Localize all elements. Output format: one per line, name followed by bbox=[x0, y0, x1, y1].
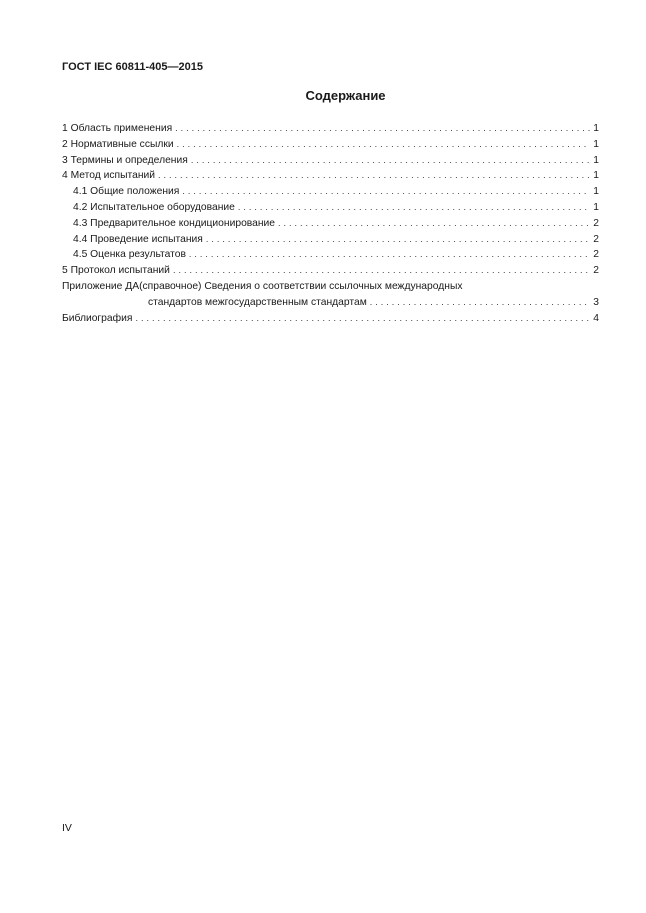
page-title: Содержание bbox=[305, 88, 386, 103]
toc-entry-page: 2 bbox=[593, 249, 599, 261]
toc-entry-label: 4.1 Общие положения bbox=[73, 186, 180, 198]
toc-entry-scope[interactable] bbox=[62, 121, 599, 137]
dot-leader bbox=[182, 184, 590, 200]
toc-entry-page: 3 bbox=[593, 296, 599, 308]
dot-leader bbox=[135, 311, 590, 327]
toc-entry-page: 1 bbox=[593, 138, 599, 150]
toc-entry-label: 4.2 Испытательное оборудование bbox=[73, 201, 235, 213]
dot-leader bbox=[175, 121, 590, 137]
toc-entry-page: 1 bbox=[593, 123, 599, 134]
toc-entry-label: 4 Метод испытаний bbox=[62, 170, 156, 182]
toc-entry-test-method[interactable] bbox=[62, 168, 599, 184]
dot-leader bbox=[173, 263, 590, 279]
toc-entry-label: 4.5 Оценка результатов bbox=[73, 249, 186, 261]
dot-leader bbox=[238, 200, 590, 216]
dot-leader bbox=[206, 232, 590, 248]
toc-entry-label: 1 Область применения bbox=[62, 123, 173, 134]
toc-entry-page: 1 bbox=[593, 186, 599, 198]
toc-entry-page: 1 bbox=[593, 154, 599, 166]
toc-entry-page: 1 bbox=[593, 201, 599, 213]
toc-entry-page: 2 bbox=[593, 233, 599, 245]
toc-entry-test-procedure[interactable] bbox=[62, 232, 599, 248]
dot-leader bbox=[158, 168, 590, 184]
toc-entry-label: Библиография bbox=[62, 312, 133, 324]
toc-entry-preconditioning[interactable] bbox=[62, 216, 599, 232]
toc-entry-general[interactable] bbox=[62, 184, 599, 200]
toc-entry-test-equipment[interactable] bbox=[62, 200, 599, 216]
toc-entry-label: 3 Термины и определения bbox=[62, 154, 188, 166]
dot-leader bbox=[177, 137, 591, 153]
toc-entry-label: Приложение ДА(справочное) Сведения о соответствии ссылочных международных bbox=[62, 280, 463, 292]
toc-entry-label: стандартов межгосударственным стандартам bbox=[148, 296, 367, 308]
toc-entry-annex[interactable] bbox=[62, 279, 599, 295]
toc-entry-label: 4.3 Предварительное кондиционирование bbox=[73, 217, 276, 229]
dot-leader bbox=[370, 295, 590, 311]
dot-leader bbox=[191, 153, 590, 169]
toc-entry-test-report[interactable] bbox=[62, 263, 599, 279]
toc-entry-page: 1 bbox=[593, 170, 599, 182]
dot-leader bbox=[189, 247, 590, 263]
dot-leader bbox=[278, 216, 590, 232]
toc-entry-evaluation[interactable] bbox=[62, 247, 599, 263]
toc-entry-page: 4 bbox=[593, 312, 599, 324]
toc-entry-annex-continued[interactable] bbox=[62, 295, 599, 311]
toc-entry-page: 2 bbox=[593, 265, 599, 277]
toc-entry-label: 4.4 Проведение испытания bbox=[73, 233, 203, 245]
toc-entry-terms-definitions[interactable] bbox=[62, 153, 599, 169]
toc-entry-label: 5 Протокол испытаний bbox=[62, 265, 170, 277]
toc-entry-page: 2 bbox=[593, 217, 599, 229]
document-header: ГОСТ IEC 60811-405—2015 bbox=[62, 61, 203, 73]
toc-entry-label: 2 Нормативные ссылки bbox=[62, 138, 174, 150]
toc-entry-normative-references[interactable] bbox=[62, 137, 599, 153]
table-of-contents bbox=[62, 121, 599, 326]
page-number: IV bbox=[62, 822, 72, 834]
toc-entry-bibliography[interactable] bbox=[62, 311, 599, 327]
